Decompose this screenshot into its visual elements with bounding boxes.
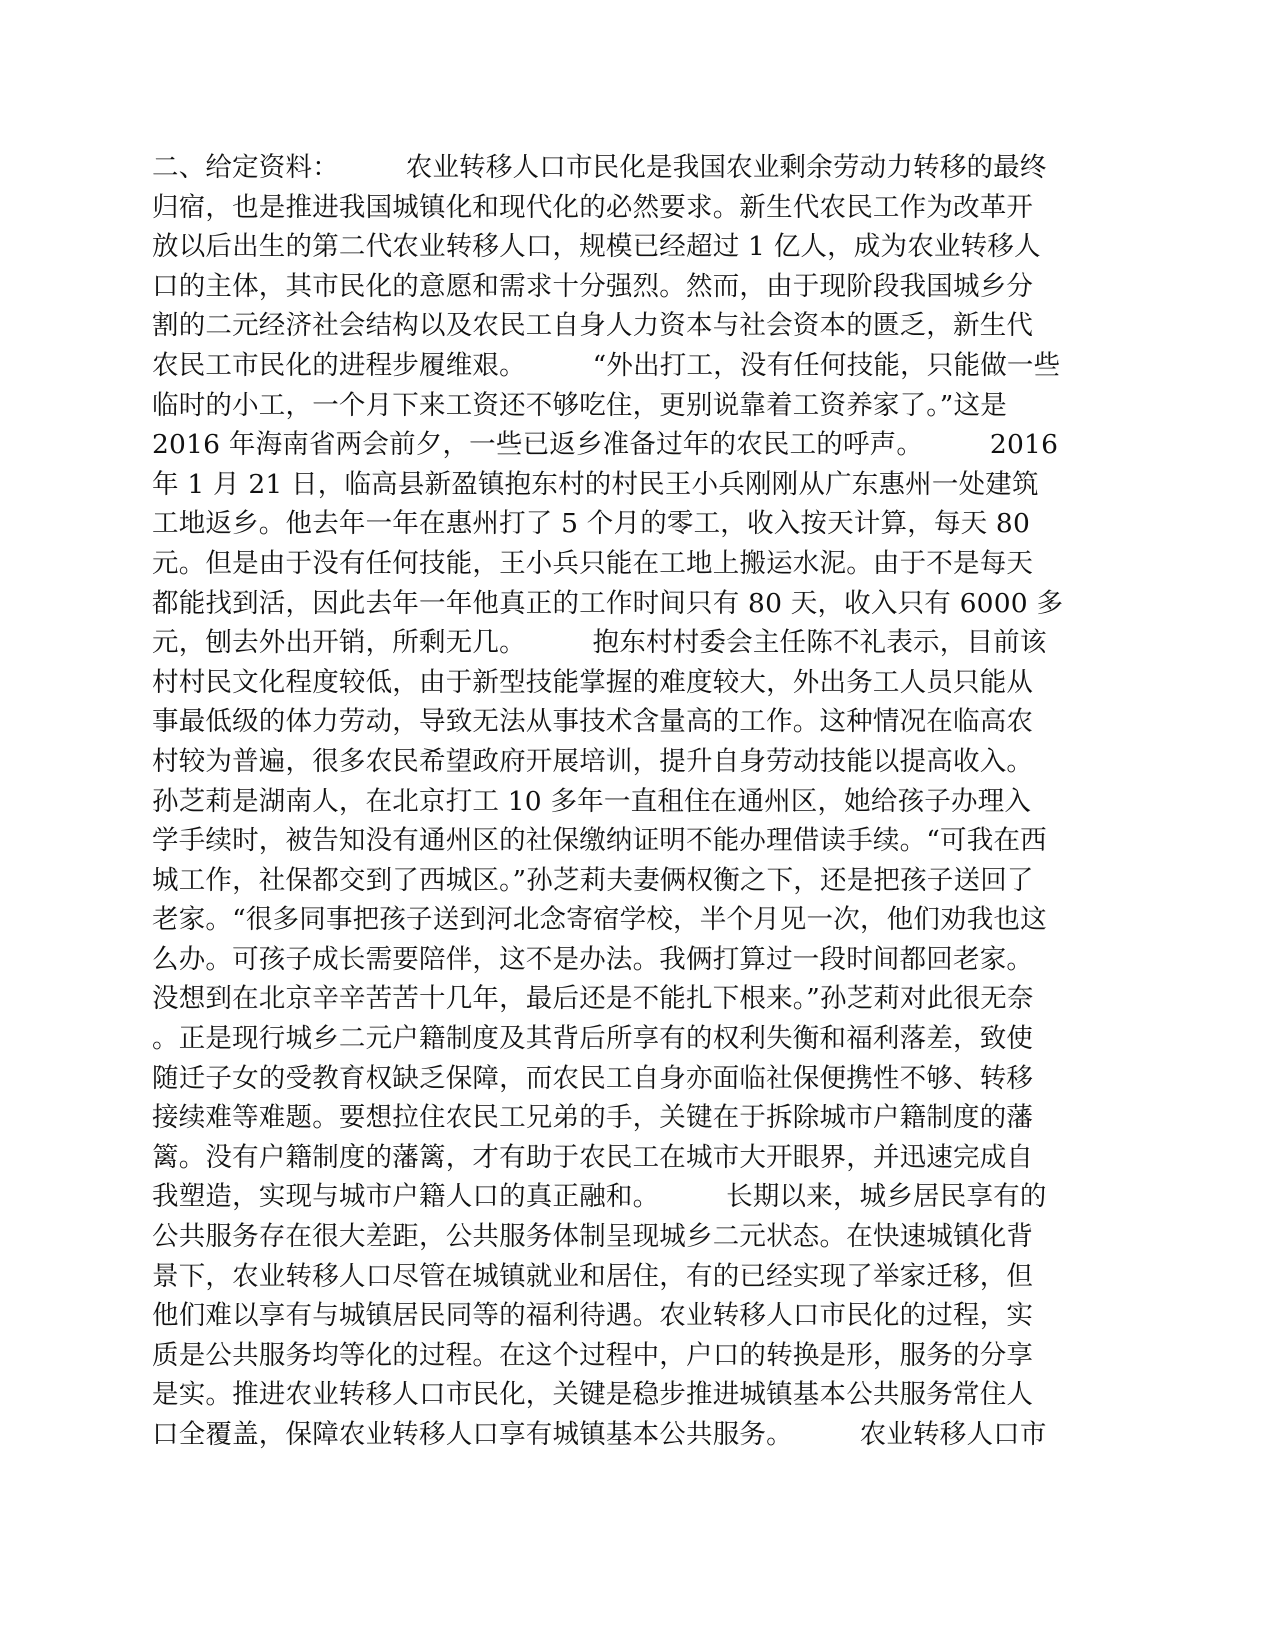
- text-line-1: 二、给定资料： 农业转移人口市民化是我国农业剩余劳动力转移的最终: [152, 152, 1047, 183]
- body-text: [152, 148, 1132, 1455]
- text-line-4: 口的主体，其市民化的意愿和需求十分强烈。然而，由于现阶段我国城乡分: [152, 270, 1034, 302]
- text-line-24: 随迁子女的受教育权缺乏保障，而农民工自身亦面临社保便携性不够、转移: [152, 1062, 1034, 1094]
- text-line-7: 临时的小工，一个月下来工资还不够吃住，更别说靠着工资养家了。”这是: [152, 389, 1007, 421]
- text-line-16: 村较为普遍，很多农民希望政府开展培训，提升自身劳动技能以提高收入。: [152, 745, 1034, 777]
- text-line-12: 都能找到活，因此去年一年他真正的工作时间只有 80 天，收入只有 6000 多: [152, 587, 1064, 619]
- text-line-9: 年 1 月 21 日，临高县新盈镇抱东村的村民王小兵刚刚从广东惠州一处建筑: [152, 468, 1039, 500]
- text-line-31: 质是公共服务均等化的过程。在这个过程中，户口的转换是形，服务的分享: [152, 1339, 1034, 1371]
- text-line-21: 么办。可孩子成长需要陪伴，这不是办法。我俩打算过一段时间都回老家。: [152, 943, 1034, 975]
- text-line-13: 元，刨去外出开销，所剩无几。 抱东村村委会主任陈不礼表示，目前该: [152, 627, 1047, 659]
- text-line-26: 篱。没有户籍制度的藩篱，才有助于农民工在城市大开眼界，并迅速完成自: [152, 1141, 1034, 1173]
- text-line-18: 学手续时，被告知没有通州区的社保缴纳证明不能办理借读手续。“可我在西: [152, 825, 1047, 857]
- text-line-28: 公共服务存在很大差距，公共服务体制呈现城乡二元状态。在快速城镇化背: [152, 1221, 1034, 1253]
- text-line-11: 元。但是由于没有任何技能，王小兵只能在工地上搬运水泥。由于不是每天: [152, 547, 1034, 579]
- text-line-17: 孙芝莉是湖南人，在北京打工 10 多年一直租住在通州区，她给孩子办理入: [152, 785, 1032, 817]
- text-line-10: 工地返乡。他去年一年在惠州打了 5 个月的零工，收入按天计算，每天 80: [152, 508, 1031, 540]
- text-line-33: 口全覆盖，保障农业转移人口享有城镇基本公共服务。 农业转移人口市: [152, 1419, 1047, 1450]
- text-line-14: 村村民文化程度较低，由于新型技能掌握的难度较大，外出务工人员只能从: [152, 666, 1034, 698]
- text-line-2: 归宿，也是推进我国城镇化和现代化的必然要求。新生代农民工作为改革开: [152, 191, 1034, 223]
- text-line-30: 他们难以享有与城镇居民同等的福利待遇。农业转移人口市民化的过程，实: [152, 1300, 1034, 1332]
- text-line-25: 接续难等难题。要想拉住农民工兄弟的手，关键在于拆除城市户籍制度的藩: [152, 1102, 1034, 1134]
- text-line-20: 老家。“很多同事把孩子送到河北念寄宿学校，半个月见一次，他们劝我也这: [152, 904, 1047, 936]
- text-line-27: 我塑造，实现与城市户籍人口的真正融和。 长期以来，城乡居民享有的: [152, 1181, 1047, 1213]
- text-line-6: 农民工市民化的进程步履维艰。 “外出打工，没有任何技能，只能做一些: [152, 349, 1061, 381]
- text-line-19: 城工作，社保都交到了西城区。”孙芝莉夫妻俩权衡之下，还是把孩子送回了: [152, 864, 1034, 896]
- text-line-3: 放以后出生的第二代农业转移人口，规模已经超过 1 亿人，成为农业转移人: [152, 231, 1041, 263]
- text-line-5: 割的二元经济社会结构以及农民工自身人力资本与社会资本的匮乏，新生代: [152, 310, 1034, 342]
- text-line-29: 景下，农业转移人口尽管在城镇就业和居住，有的已经实现了举家迁移，但: [152, 1260, 1034, 1292]
- text-line-15: 事最低级的体力劳动，导致无法从事技术含量高的工作。这种情况在临高农: [152, 706, 1034, 738]
- text-line-23: 。正是现行城乡二元户籍制度及其背后所享有的权利失衡和福利落差，致使: [152, 1023, 1034, 1055]
- text-line-22: 没想到在北京辛辛苦苦十几年，最后还是不能扎下根来。”孙芝莉对此很无奈: [152, 983, 1034, 1015]
- text-line-8: 2016 年海南省两会前夕，一些已返乡准备过年的农民工的呼声。 2016: [152, 429, 1059, 461]
- text-line-32: 是实。推进农业转移人口市民化，关键是稳步推进城镇基本公共服务常住人: [152, 1379, 1034, 1411]
